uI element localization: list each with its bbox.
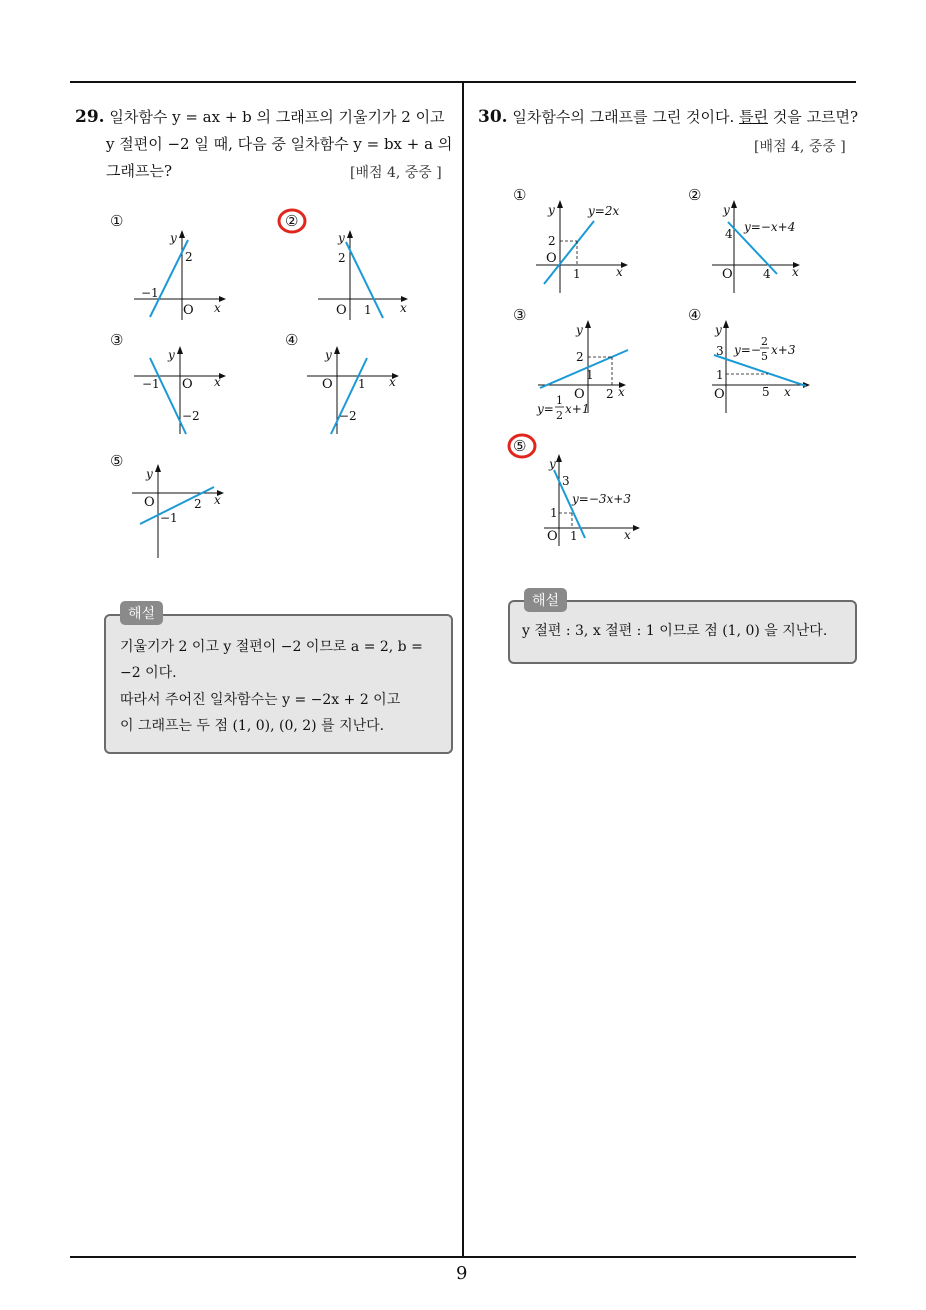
q29-solution-line-4: 이 그래프는 두 점 (1, 0), (0, 2) 를 지난다. xyxy=(120,718,385,734)
q29-g3-x-label: x xyxy=(214,375,221,389)
q30-g3-eq-post: x+1 xyxy=(565,402,590,416)
q30-g3-origin: O xyxy=(574,387,585,402)
q29-graph-3 xyxy=(128,342,238,437)
q29-graph-4 xyxy=(303,342,413,437)
q29-g1-tick-a: 2 xyxy=(185,250,193,264)
q29-g4-tick-b: −2 xyxy=(339,409,357,423)
q30-g3-tick-c: 2 xyxy=(606,387,614,401)
q29-solution-line-3: 따라서 주어진 일차함수는 y = −2x + 2 이고 xyxy=(120,692,401,708)
q30-meta: [배점 4, 중중 ] xyxy=(754,139,846,155)
bottom-rule xyxy=(70,1256,856,1258)
q30-choice-3-marker: ③ xyxy=(513,306,527,324)
q30-g1-tick-b: 1 xyxy=(573,267,581,281)
q30-g3-eq-pre: y= xyxy=(537,402,554,416)
q29-choice-3-marker: ③ xyxy=(110,331,124,349)
q29-choice-4-marker: ④ xyxy=(285,331,299,349)
q30-graph-4 xyxy=(710,318,820,416)
q30-answer-circle-mark xyxy=(505,431,539,461)
q30-text-post: 것을 고르면? xyxy=(768,108,859,126)
q29-g3-tick-a: −1 xyxy=(142,377,160,391)
q30-text-pre: 일차함수의 그래프를 그린 것이다. xyxy=(512,108,740,126)
q29-g5-origin: O xyxy=(144,495,155,510)
q30-text-underlined: 틀린 xyxy=(739,108,769,126)
q30-g5-tick-b: 1 xyxy=(550,506,558,520)
q30-g4-eq-num: 2 xyxy=(761,335,768,348)
q30-g4-eq-pre: y=− xyxy=(734,343,761,357)
q30-line1 xyxy=(478,104,858,131)
q29-g5-tick-b: −1 xyxy=(160,511,178,525)
q29-g2-x-label: x xyxy=(400,301,407,315)
q30-g2-x-label: x xyxy=(792,265,799,279)
q29-choice-2-marker: ② xyxy=(285,212,299,230)
q30-g4-tick-a: 3 xyxy=(716,344,724,358)
page-number: 9 xyxy=(456,1263,468,1284)
q29-g4-tick-a: 1 xyxy=(358,377,366,391)
q30-g2-eq: y=−x+4 xyxy=(744,220,796,234)
q29-g1-tick-b: −1 xyxy=(141,286,159,300)
q29-solution-line-2: −2 이다. xyxy=(120,665,177,681)
q30-g2-y-label: y xyxy=(723,203,730,217)
q30-solution-tag: 해설 xyxy=(524,588,567,612)
q30-g1-y-label: y xyxy=(548,203,555,217)
q29-g4-y-label: y xyxy=(325,348,332,362)
q30-graph-3 xyxy=(534,318,654,428)
q30-g3-tick-b: 1 xyxy=(586,368,594,382)
q30-g1-x-label: x xyxy=(616,265,623,279)
q30-g5-tick-c: 1 xyxy=(570,529,578,543)
q30-choice-2-marker: ② xyxy=(688,186,702,204)
q29-g1-origin: O xyxy=(183,303,194,318)
q29-graph-5 xyxy=(130,462,240,560)
column-divider xyxy=(462,83,464,1258)
q29-g5-y-label: y xyxy=(146,467,153,481)
q30-solution-line: y 절편 : 3, x 절편 : 1 이므로 점 (1, 0) 을 지난다. xyxy=(522,623,828,639)
q29-meta: [배점 4, 중중 ] xyxy=(350,165,442,181)
q29-solution-box xyxy=(104,614,453,754)
q30-g2-tick-b: 4 xyxy=(763,267,771,281)
q30-g4-tick-b: 1 xyxy=(716,368,724,382)
q29-g3-tick-b: −2 xyxy=(182,409,200,423)
q29-g2-origin: O xyxy=(336,303,347,318)
q30-graph-5 xyxy=(542,450,652,548)
q30-g3-eq-num: 1 xyxy=(556,394,563,407)
q29-g2-tick-b: 1 xyxy=(364,303,372,317)
q29-g3-origin: O xyxy=(182,377,193,392)
q29-g4-x-label: x xyxy=(389,375,396,389)
q30-g2-origin: O xyxy=(722,267,733,282)
q30-g3-x-label: x xyxy=(618,385,625,399)
q30-g4-x-label: x xyxy=(784,385,791,399)
q30-number: 30. xyxy=(478,107,508,127)
q30-g3-tick-a: 2 xyxy=(576,350,584,364)
q30-graph-1 xyxy=(530,198,650,296)
q29-g5-tick-a: 2 xyxy=(194,497,202,511)
q29-graph-1 xyxy=(128,228,238,323)
q29-choice-5-marker: ⑤ xyxy=(110,452,124,470)
q30-g5-y-label: y xyxy=(549,457,556,471)
q29-g2-tick-a: 2 xyxy=(338,251,346,265)
q30-g5-eq: y=−3x+3 xyxy=(572,492,631,506)
q30-g4-tick-c: 5 xyxy=(762,385,770,399)
q30-choice-1-marker: ① xyxy=(513,186,527,204)
q29-g1-y-label: y xyxy=(170,231,177,245)
q30-graph-2 xyxy=(710,198,820,296)
q30-g5-origin: O xyxy=(547,529,558,544)
q29-choice-1-marker: ① xyxy=(110,212,124,230)
q29-number: 29. xyxy=(75,107,105,127)
q30-choice-4-marker: ④ xyxy=(688,306,702,324)
q30-g1-tick-a: 2 xyxy=(548,234,556,248)
q29-text-1: 일차함수 y = ax + b 의 그래프의 기울기가 2 이고 xyxy=(109,108,445,126)
q30-g3-y-label: y xyxy=(576,323,583,337)
q29-g2-y-label: y xyxy=(338,231,345,245)
q29-solution-tag: 해설 xyxy=(120,601,163,625)
q30-g4-origin: O xyxy=(714,387,725,402)
q30-choice-5-marker: ⑤ xyxy=(513,437,527,455)
q30-g5-x-label: x xyxy=(624,528,631,542)
q30-g4-y-label: y xyxy=(715,323,722,337)
q29-line3: 그래프는? xyxy=(106,162,173,180)
q29-g1-x-label: x xyxy=(214,301,221,315)
q29-g5-x-label: x xyxy=(214,493,221,507)
q30-g5-tick-a: 3 xyxy=(562,474,570,488)
q29-answer-circle-mark xyxy=(276,206,310,236)
q30-g3-eq-den: 2 xyxy=(556,409,563,422)
q30-g4-eq-den: 5 xyxy=(761,350,768,363)
q29-g4-origin: O xyxy=(322,377,333,392)
q30-g2-tick-a: 4 xyxy=(725,227,733,241)
q29-g3-y-label: y xyxy=(168,348,175,362)
q30-g1-origin: O xyxy=(546,251,557,266)
q30-g4-eq-post: x+3 xyxy=(771,343,796,357)
q29-line2: y 절편이 −2 일 때, 다음 중 일차함수 y = bx + a 의 xyxy=(106,135,453,153)
q29-graph-2 xyxy=(316,228,426,323)
q29-line1 xyxy=(75,104,445,131)
q29-solution-line-1: 기울기가 2 이고 y 절편이 −2 이므로 a = 2, b = xyxy=(120,639,423,655)
q30-g1-eq: y=2x xyxy=(588,204,620,218)
